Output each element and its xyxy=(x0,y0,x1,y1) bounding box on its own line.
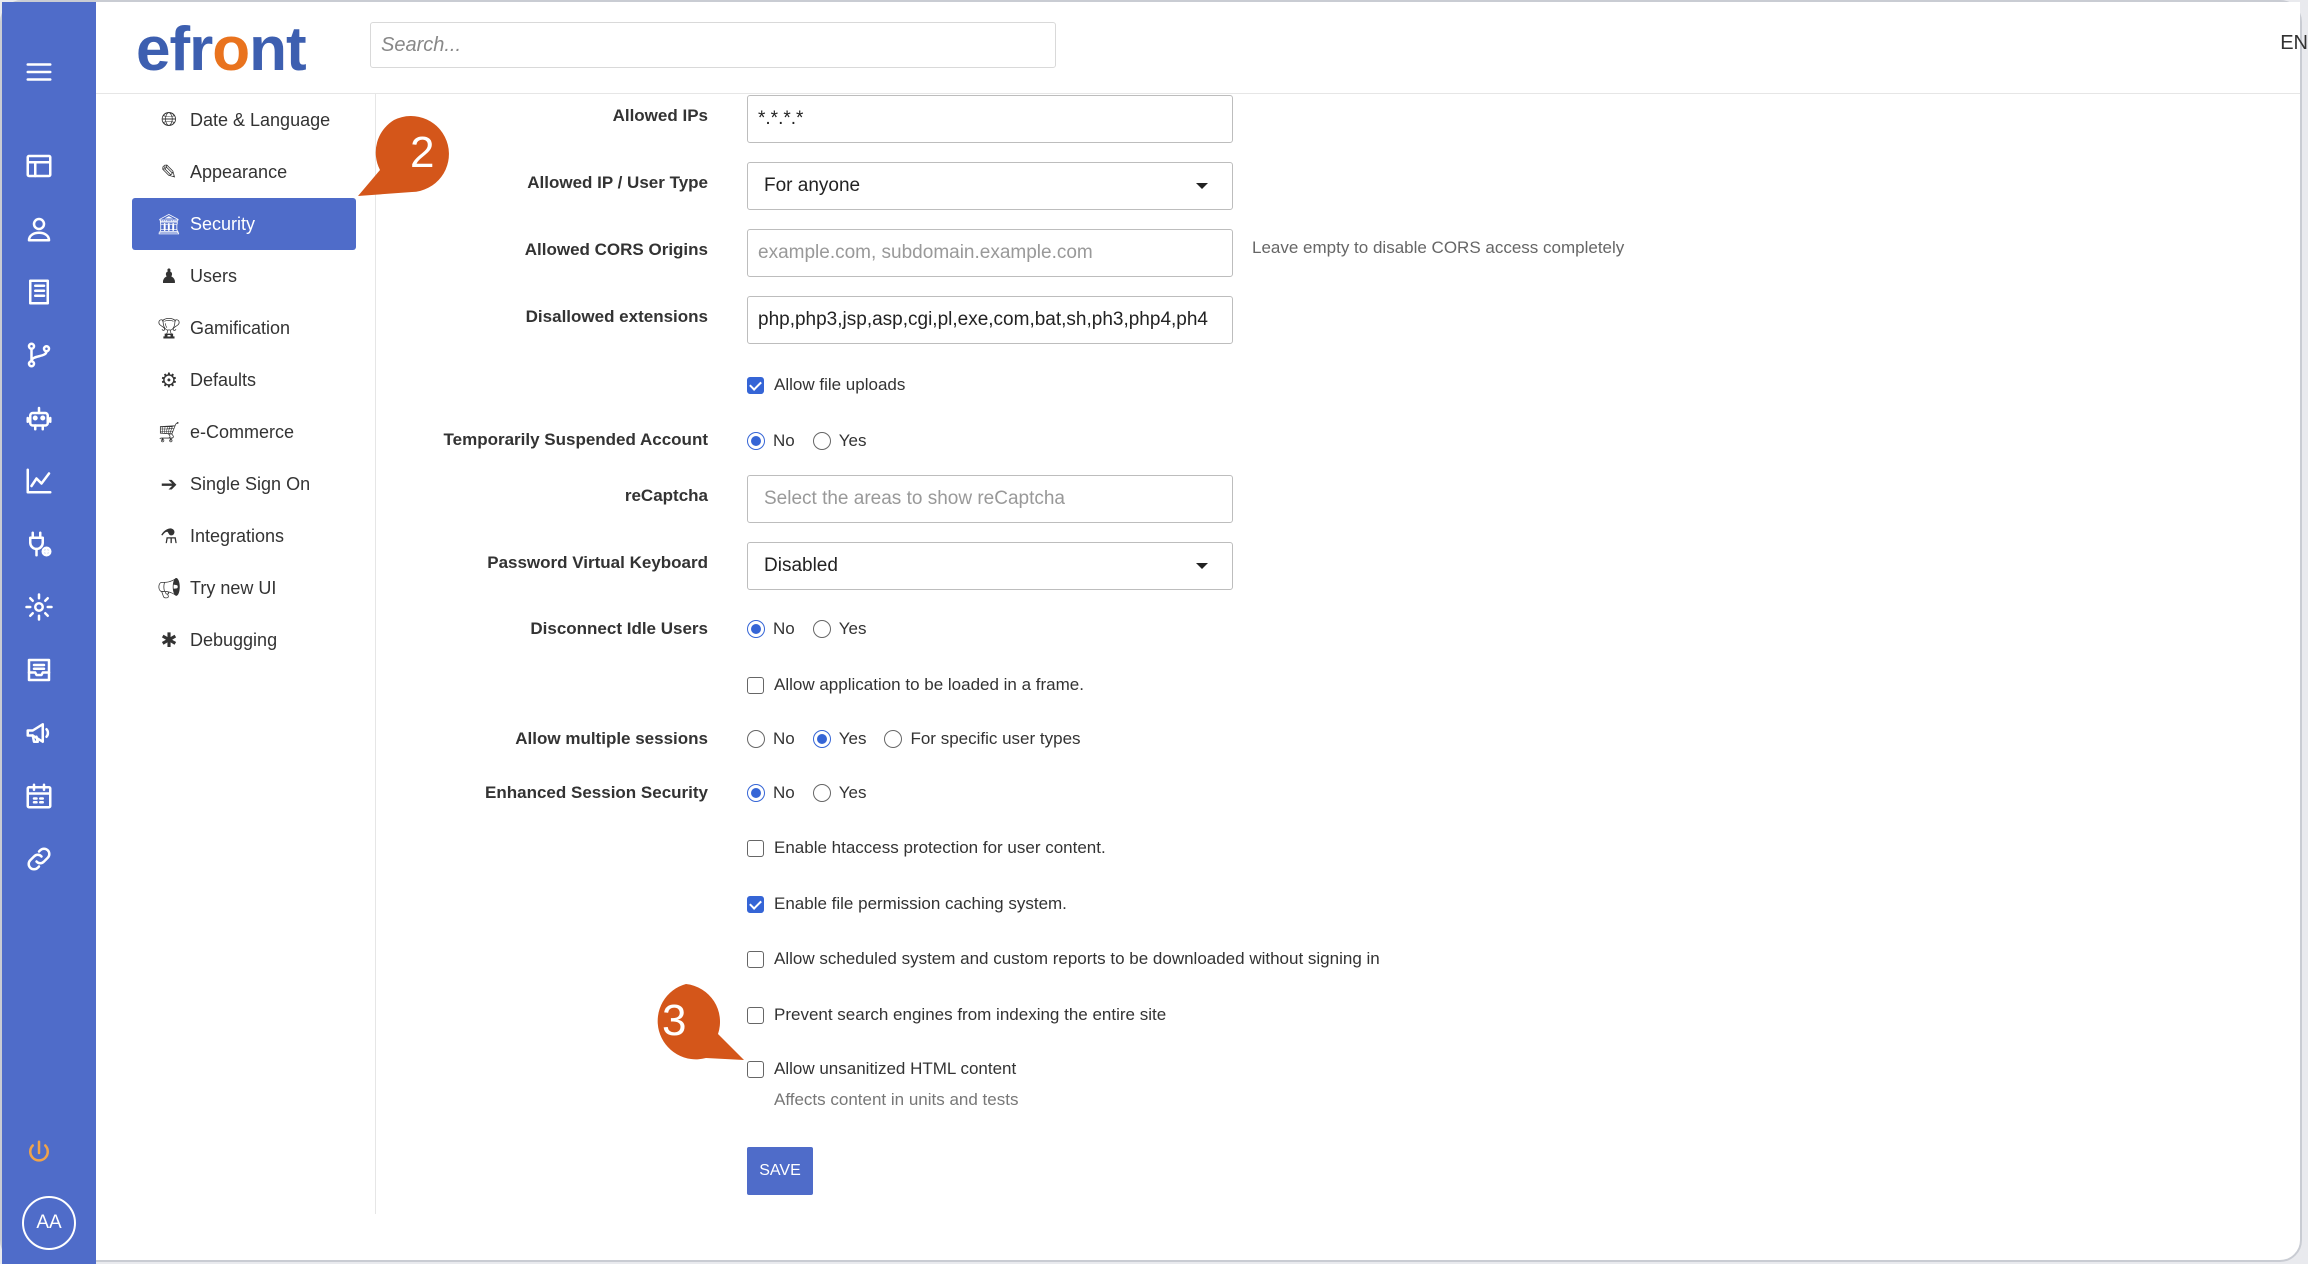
plug-icon[interactable] xyxy=(21,526,57,562)
unsanitized-html-row: Allow unsanitized HTML content xyxy=(747,1059,1016,1079)
chevron-down-icon xyxy=(1196,563,1208,569)
recaptcha-label: reCaptcha xyxy=(624,486,708,505)
branch-icon[interactable] xyxy=(21,337,57,373)
book-icon[interactable] xyxy=(21,274,57,310)
allowed-ips-input[interactable]: *.*.*.* xyxy=(747,95,1233,143)
temp-suspended-radio-group: No Yes xyxy=(747,431,884,451)
enhanced-session-no-radio[interactable] xyxy=(747,784,765,802)
disconnect-idle-yes-radio[interactable] xyxy=(813,620,831,638)
robot-icon[interactable] xyxy=(21,400,57,436)
htaccess-row: Enable htaccess protection for user content. xyxy=(747,838,1106,858)
trophy-icon: 🏆︎ xyxy=(156,317,182,340)
disconnect-idle-label: Disconnect Idle Users xyxy=(530,619,708,638)
disallowed-extensions-input[interactable]: php,php3,jsp,asp,cgi,pl,exe,com,bat,sh,ph3,php4,ph4 xyxy=(747,296,1233,344)
left-rail xyxy=(2,2,96,1264)
allowed-ip-user-type-label: Allowed IP / User Type xyxy=(527,173,708,192)
subnav-item-try-new-ui[interactable]: 📢︎ Try new UI xyxy=(156,577,277,600)
top-header xyxy=(96,2,2308,94)
password-keyboard-label: Password Virtual Keyboard xyxy=(487,553,708,572)
allow-file-uploads-checkbox[interactable] xyxy=(747,377,764,394)
scheduled-reports-row: Allow scheduled system and custom reports to be downloaded without signing in xyxy=(747,949,1380,969)
htaccess-checkbox[interactable] xyxy=(747,840,764,857)
enhanced-session-label: Enhanced Session Security xyxy=(485,783,708,802)
allowed-cors-input[interactable]: example.com, subdomain.example.com xyxy=(747,229,1233,277)
bug-icon: ✱ xyxy=(160,629,178,652)
dashboard-icon[interactable] xyxy=(21,148,57,184)
subnav-item-gamification[interactable]: 🏆︎ Gamification xyxy=(156,317,291,340)
multiple-sessions-radio-group: No Yes For specific user types xyxy=(747,729,1099,749)
subnav-item-users[interactable]: ♟ Users xyxy=(132,250,356,302)
prevent-indexing-row: Prevent search engines from indexing the entire site xyxy=(747,1005,1166,1025)
chart-icon[interactable] xyxy=(21,463,57,499)
allow-frame-checkbox[interactable] xyxy=(747,677,764,694)
subnav-item-date-language[interactable]: 🌐︎ Date & Language xyxy=(132,94,356,146)
allowed-ips-label: Allowed IPs xyxy=(612,106,708,125)
calendar-icon[interactable] xyxy=(21,778,57,814)
temp-suspended-no-radio[interactable] xyxy=(747,432,765,450)
basket-icon: 🛒︎ xyxy=(156,421,182,444)
subnav-item-single-sign-on[interactable]: ➔ Single Sign On xyxy=(132,458,356,510)
allowed-cors-label: Allowed CORS Origins xyxy=(524,240,708,259)
megaphone-icon[interactable] xyxy=(21,715,57,751)
multiple-sessions-yes-radio[interactable] xyxy=(813,730,831,748)
enhanced-session-yes-radio[interactable] xyxy=(813,784,831,802)
password-keyboard-select[interactable]: Disabled xyxy=(747,542,1233,590)
scheduled-reports-checkbox[interactable] xyxy=(747,951,764,968)
brush-icon: ✎ xyxy=(160,161,178,184)
language-selector[interactable]: EN xyxy=(2280,32,2308,54)
step-3-callout: 3 xyxy=(636,980,758,1068)
allow-frame-row: Allow application to be loaded in a frame. xyxy=(747,675,1084,695)
allowed-ip-user-type-select[interactable]: For anyone xyxy=(747,162,1233,210)
step-2-callout: 2 xyxy=(354,114,476,202)
subnav-item-integrations[interactable]: ⚗ Integrations xyxy=(132,510,356,562)
subnav-item-defaults[interactable]: ⚙ Defaults xyxy=(132,354,356,406)
subnav-item-security[interactable]: 🏛︎ Security xyxy=(132,198,356,250)
flask-icon: ⚗ xyxy=(160,525,178,548)
bullhorn-icon: 📢︎ xyxy=(156,577,182,600)
multiple-sessions-specific-radio[interactable] xyxy=(884,730,902,748)
gear-icon[interactable] xyxy=(21,589,57,625)
file-permission-caching-checkbox[interactable] xyxy=(747,896,764,913)
disconnect-idle-radio-group: No Yes xyxy=(747,619,884,639)
temp-suspended-label: Temporarily Suspended Account xyxy=(443,430,708,449)
disallowed-extensions-label: Disallowed extensions xyxy=(525,307,708,326)
subnav-item-ecommerce[interactable]: 🛒︎ e-Commerce xyxy=(156,421,295,444)
allowed-cors-help: Leave empty to disable CORS access completely xyxy=(1252,238,1625,257)
subnav-item-appearance[interactable]: ✎ Appearance xyxy=(132,146,356,198)
settings-subnav xyxy=(96,94,376,1214)
sign-in-icon: ➔ xyxy=(160,473,178,496)
enhanced-session-radio-group: No Yes xyxy=(747,783,884,803)
multiple-sessions-label: Allow multiple sessions xyxy=(515,729,708,748)
gears-icon: ⚙ xyxy=(160,369,178,392)
allow-file-uploads-row: Allow file uploads xyxy=(747,375,905,395)
save-button[interactable]: SAVE xyxy=(747,1147,813,1195)
multiple-sessions-no-radio[interactable] xyxy=(747,730,765,748)
link-icon[interactable] xyxy=(21,841,57,877)
disconnect-idle-no-radio[interactable] xyxy=(747,620,765,638)
temp-suspended-yes-radio[interactable] xyxy=(813,432,831,450)
bank-icon: 🏛︎ xyxy=(156,213,182,236)
user-icon[interactable] xyxy=(21,211,57,247)
subnav-item-debugging[interactable]: ✱ Debugging xyxy=(132,614,356,666)
power-icon[interactable] xyxy=(21,1135,57,1171)
unsanitized-html-note: Affects content in units and tests xyxy=(774,1090,1019,1109)
inbox-icon[interactable] xyxy=(21,652,57,688)
search-input[interactable] xyxy=(370,22,1056,68)
menu-icon[interactable] xyxy=(21,54,57,90)
file-permission-caching-row: Enable file permission caching system. xyxy=(747,894,1067,914)
recaptcha-select[interactable]: Select the areas to show reCaptcha xyxy=(747,475,1233,523)
efront-logo[interactable]: efront xyxy=(136,15,306,84)
avatar[interactable]: AA xyxy=(22,1196,76,1250)
chevron-down-icon xyxy=(1196,183,1208,189)
globe-icon: 🌐︎ xyxy=(161,108,177,131)
users-icon: ♟ xyxy=(160,265,178,288)
